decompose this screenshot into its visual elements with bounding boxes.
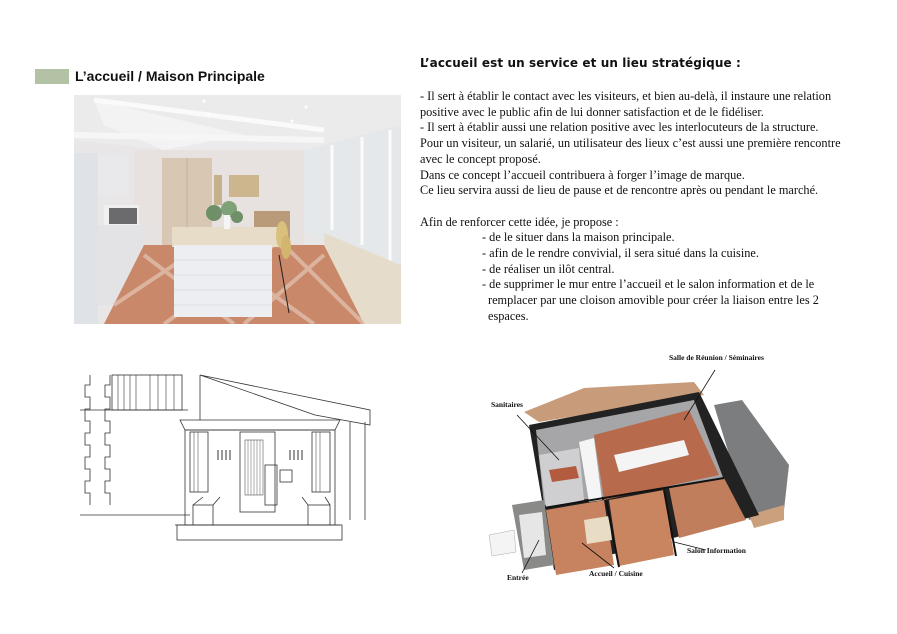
paragraph-line: Pour un visiteur, un salarié, un utilisateur des lieux c’est aussi une première rencontre	[420, 136, 841, 151]
proposal-item: - de le situer dans la maison principale.	[482, 230, 675, 245]
paragraph-line: positive avec le public afin de lui donner satisfaction et de le fidéliser.	[420, 104, 764, 119]
plan-label-meeting-room: Salle de Réunion / Séminaires	[669, 353, 764, 362]
description-text	[420, 89, 880, 325]
kitchen-render-image	[74, 95, 401, 324]
plan-label-entree: Entrée	[507, 573, 529, 582]
proposal-item-continuation: remplacer par une cloison amovible pour créer la liaison entre les 2	[488, 293, 819, 308]
paragraph-line: - Il sert à établir le contact avec les visiteurs, et bien au-delà, il instaure une relation	[420, 89, 832, 103]
plan-label-accueil: Accueil / Cuisine	[589, 569, 643, 578]
entrance-sketch-image	[80, 370, 375, 542]
paragraph-line: - Il sert à établir aussi une relation positive avec les interlocuteurs de la structure.	[420, 120, 819, 135]
proposal-item-continuation: espaces.	[488, 308, 529, 323]
paragraph-line: avec le concept proposé.	[420, 151, 541, 166]
main-heading: L’accueil est un service et un lieu stratégique :	[420, 56, 741, 70]
proposal-item: - de supprimer le mur entre l’accueil et le salon information et de le	[482, 277, 815, 292]
section-title: L’accueil / Maison Principale	[75, 68, 265, 84]
floor-plan-image	[484, 353, 794, 588]
section-color-swatch	[35, 69, 69, 84]
section-heading	[35, 68, 265, 84]
paragraph-line: Dans ce concept l’accueil contribuera à forger l’image de marque.	[420, 167, 745, 182]
plan-label-salon: Salon Information	[687, 546, 746, 555]
proposal-item: - de réaliser un ilôt central.	[482, 261, 615, 276]
proposal-item: - afin de le rendre convivial, il sera situé dans la cuisine.	[482, 246, 759, 261]
paragraph-line: Ce lieu servira aussi de lieu de pause et de rencontre après ou pendant le marché.	[420, 183, 819, 198]
proposal-intro: Afin de renforcer cette idée, je propose :	[420, 214, 619, 229]
plan-label-sanitaires: Sanitaires	[491, 400, 523, 409]
